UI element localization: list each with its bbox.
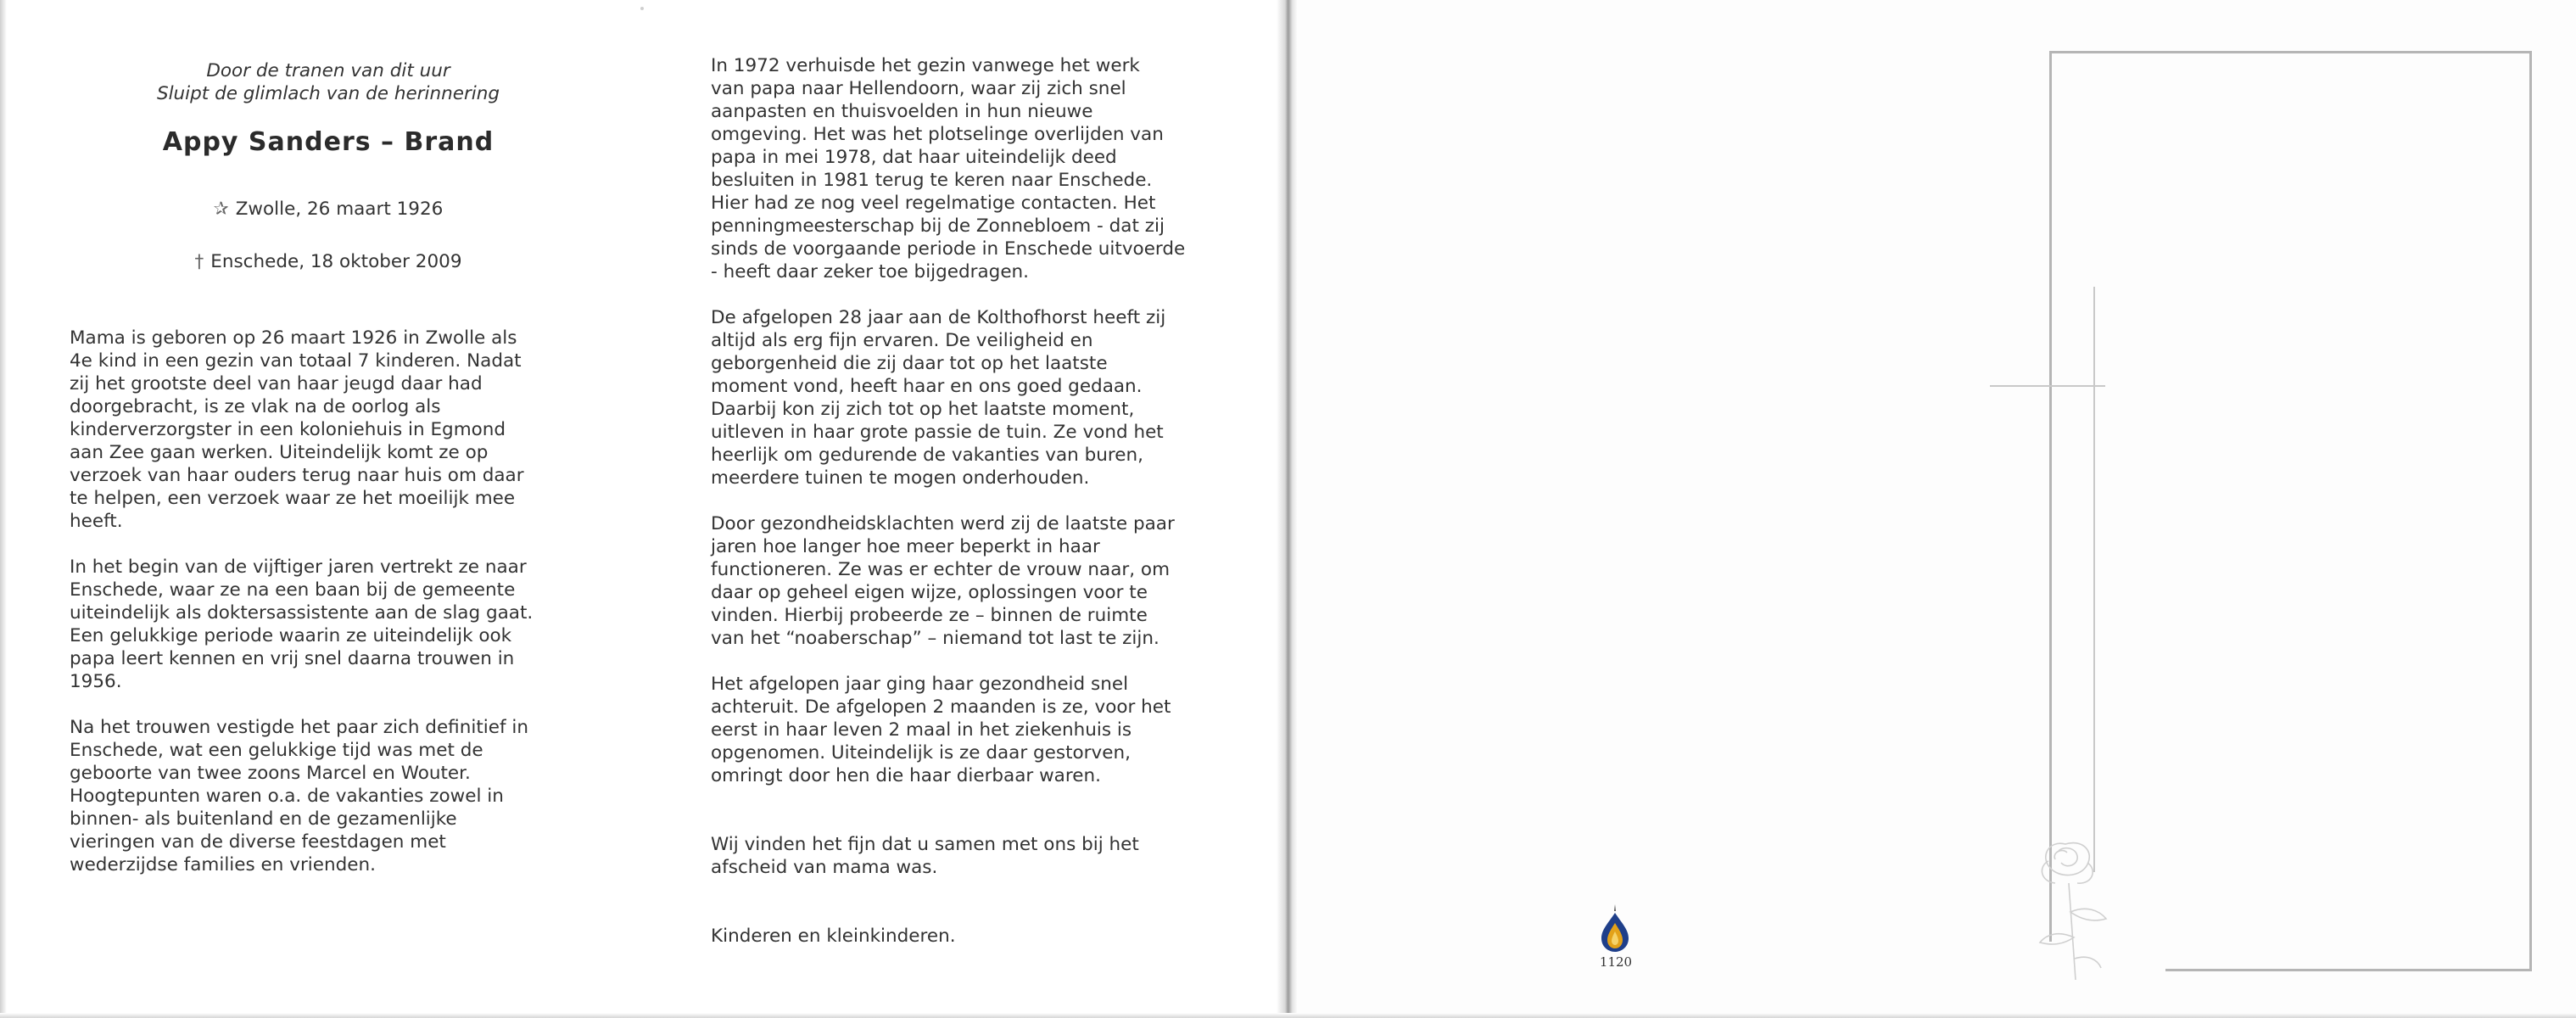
text-line: verzoek van haar ouders terug naar huis om daar bbox=[70, 465, 524, 486]
text-line: daar op geheel eigen wijze, oplossingen voor te bbox=[711, 582, 1148, 603]
paragraph bbox=[711, 512, 1254, 650]
text-line: jaren hoe langer hoe meer beperkt in haar bbox=[711, 536, 1100, 557]
text-line: heerlijk om gedurende de vakanties van buren, bbox=[711, 445, 1143, 466]
text-line: papa leert kennen en vrij snel daarna trouwen in bbox=[70, 648, 515, 669]
scan-speck bbox=[640, 7, 644, 10]
text-line: altijd als erg fijn ervaren. De veiligheid en bbox=[711, 330, 1093, 351]
text-line: geboorte van twee zoons Marcel en Wouter. bbox=[70, 763, 471, 784]
printer-code: 1120 bbox=[1599, 954, 1633, 970]
text-line: meerdere tuinen te mogen onderhouden. bbox=[711, 467, 1090, 489]
text-line: omgeving. Het was het plotselinge overlijden van bbox=[711, 124, 1164, 145]
text-line: kinderverzorgster in een koloniehuis in Egmond bbox=[70, 419, 506, 440]
text-line: opgenomen. Uiteindelijk is ze daar gestorven, bbox=[711, 742, 1131, 764]
text-line: aan Zee gaan werken. Uiteindelijk komt ze op bbox=[70, 442, 489, 463]
paragraph bbox=[70, 556, 595, 693]
paragraph bbox=[70, 327, 595, 533]
text-line: 4e kind in een gezin van totaal 7 kinderen. Nadat bbox=[70, 350, 522, 372]
text-line: In het begin van de vijftiger jaren vertrekt ze naar bbox=[70, 557, 527, 578]
text-line: doorgebracht, is ze vlak na de oorlog als bbox=[70, 396, 441, 417]
epigraph bbox=[70, 59, 587, 105]
text-line: aanpasten en thuisvoelden in hun nieuwe bbox=[711, 101, 1093, 122]
birth-text: Zwolle, 26 maart 1926 bbox=[235, 199, 444, 220]
text-line: De afgelopen 28 jaar aan de Kolthofhorst heeft zij bbox=[711, 307, 1166, 328]
text-line: besluiten in 1981 terug te keren naar Enschede. bbox=[711, 170, 1153, 191]
text-line: afscheid van mama was. bbox=[711, 857, 938, 878]
text-line: moment vond, heeft haar en ons goed gedaan. bbox=[711, 376, 1143, 397]
text-line: eerst in haar leven 2 maal in het ziekenhuis is bbox=[711, 719, 1132, 741]
text-line: Mama is geboren op 26 maart 1926 in Zwolle als bbox=[70, 327, 517, 349]
text-line: Enschede, waar ze na een baan bij de gemeente bbox=[70, 579, 516, 601]
cross-horizontal bbox=[1990, 385, 2105, 387]
cross-icon: † bbox=[194, 251, 204, 272]
rose-cross-icon bbox=[2014, 810, 2125, 984]
text-line: achteruit. De afgelopen 2 maanden is ze, voor het bbox=[711, 696, 1171, 718]
text-line: Wij vinden het fijn dat u samen met ons bij het bbox=[711, 834, 1139, 855]
text-line: Het afgelopen jaar ging haar gezondheid snel bbox=[711, 674, 1129, 695]
text-line: functioneren. Ze was er echter de vrouw naar, om bbox=[711, 559, 1171, 580]
text-line: - heeft daar zeker toe bijgedragen. bbox=[711, 261, 1030, 282]
text-line: heeft. bbox=[70, 511, 123, 532]
text-line: wederzijdse families en vrienden. bbox=[70, 854, 376, 875]
text-line: Een gelukkige periode waarin ze uiteindelijk ook bbox=[70, 625, 512, 646]
text-line: papa in mei 1978, dat haar uiteindelijk deed bbox=[711, 147, 1117, 168]
death-text: Enschede, 18 oktober 2009 bbox=[210, 251, 462, 272]
deceased-name: Appy Sanders – Brand bbox=[162, 127, 495, 157]
text-line: zij het grootste deel van haar jeugd daar had bbox=[70, 373, 483, 394]
text-line: uitleven in haar grote passie de tuin. Ze vond het bbox=[711, 422, 1164, 443]
card-bottom-edge bbox=[0, 1013, 2576, 1018]
death-line bbox=[70, 251, 587, 272]
text-line: uiteindelijk als doktersassistente aan de slag gaat. bbox=[70, 602, 534, 624]
paragraph bbox=[711, 54, 1254, 283]
biography-column-right bbox=[711, 54, 1254, 970]
text-line: Hoogtepunten waren o.a. de vakanties zowel in bbox=[70, 786, 504, 807]
signature bbox=[711, 925, 1254, 948]
text-line: omringt door hen die haar dierbaar waren. bbox=[711, 765, 1101, 786]
text-line: Hier had ze nog veel regelmatige contacten. Het bbox=[711, 193, 1156, 214]
card-fold bbox=[1277, 0, 1298, 1018]
text-line: Enschede, wat een gelukkige tijd was met de bbox=[70, 740, 483, 761]
star-icon: ✰ bbox=[213, 199, 229, 220]
closing-paragraph bbox=[711, 833, 1254, 879]
paragraph bbox=[70, 716, 595, 876]
text-line: geborgenheid die zij daar tot op het laatste bbox=[711, 353, 1108, 374]
flame-drop-icon bbox=[1596, 903, 1634, 954]
text-line: van papa naar Hellendoorn, waar zij zich snel bbox=[711, 78, 1126, 99]
text-line: van het “noaberschap” – niemand tot last te zijn. bbox=[711, 628, 1159, 649]
card-left-edge bbox=[0, 0, 7, 1018]
text-line: vinden. Hierbij probeerde ze – binnen de ruimte bbox=[711, 605, 1148, 626]
paragraph bbox=[711, 673, 1254, 787]
cross-vertical bbox=[2093, 287, 2095, 872]
biography-column-left bbox=[70, 327, 595, 899]
text-line: In 1972 verhuisde het gezin vanwege het werk bbox=[711, 55, 1140, 76]
text-line: 1956. bbox=[70, 671, 122, 692]
text-line: Na het trouwen vestigde het paar zich definitief in bbox=[70, 717, 528, 738]
text-line: Door gezondheidsklachten werd zij de laatste paar bbox=[711, 513, 1175, 534]
text-line: penningmeesterschap bij de Zonnebloem - dat zij bbox=[711, 215, 1165, 237]
paragraph bbox=[711, 306, 1254, 489]
text-line: te helpen, een verzoek waar ze het moeilijk mee bbox=[70, 488, 516, 509]
epigraph-line: Door de tranen van dit uur bbox=[206, 60, 450, 81]
text-line: Daarbij kon zij zich tot op het laatste moment, bbox=[711, 399, 1135, 420]
birth-line bbox=[70, 199, 587, 220]
epigraph-line: Sluipt de glimlach van de herinnering bbox=[156, 83, 500, 104]
text-line: vieringen van de diverse feestdagen met bbox=[70, 831, 446, 853]
text-line: Kinderen en kleinkinderen. bbox=[711, 926, 956, 947]
text-line: binnen- als buitenland en de gezamenlijke bbox=[70, 808, 457, 830]
text-line: sinds de voorgaande periode in Enschede uitvoerde bbox=[711, 238, 1186, 260]
